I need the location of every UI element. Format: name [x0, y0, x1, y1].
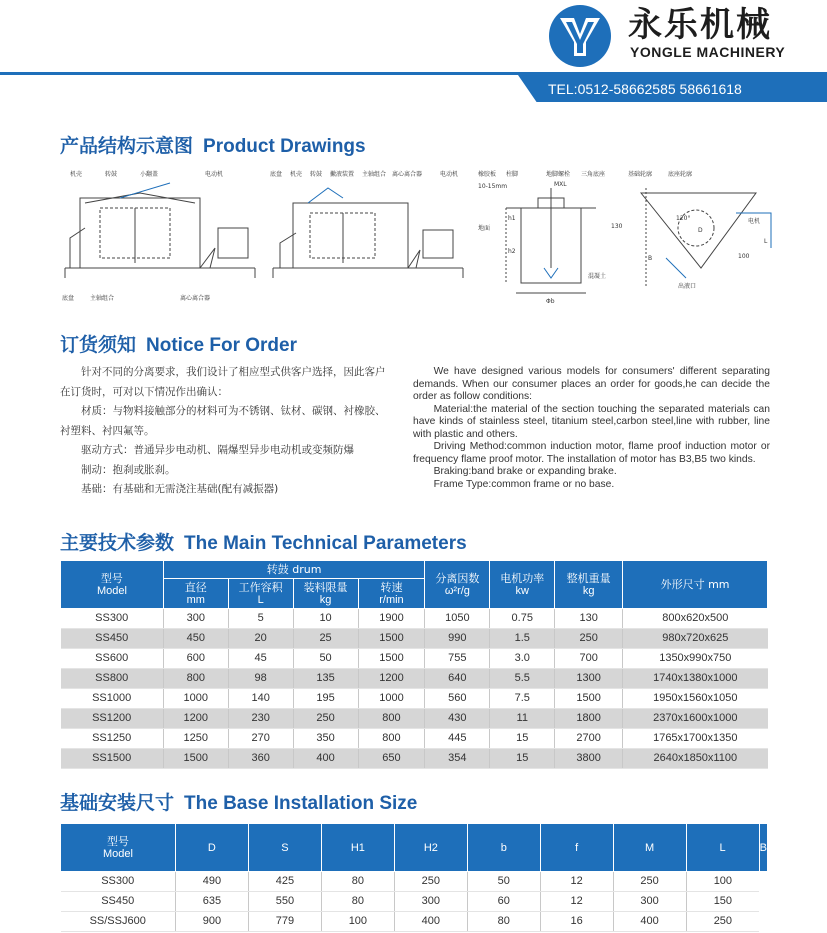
params-header-diam-en: mm	[186, 593, 205, 606]
base-cell: 400	[613, 912, 686, 932]
base-header-col: B	[759, 824, 767, 872]
params-header-size	[623, 561, 768, 609]
base-header-col: M	[613, 824, 686, 872]
base-cell: 490	[175, 872, 248, 892]
params-header-speed	[358, 579, 425, 609]
params-title-en: The Main Technical Parameters	[184, 533, 467, 554]
notice-text-cn	[60, 363, 395, 500]
base-table-row	[61, 912, 768, 932]
params-cell: 1740x1380x1000	[623, 669, 768, 689]
params-cell: 1765x1700x1350	[623, 729, 768, 749]
d3-label-11: Φb	[546, 298, 555, 305]
d3-label-8: h2	[508, 248, 516, 255]
base-cell: 80	[467, 912, 540, 932]
base-cell: 250	[613, 872, 686, 892]
d3-label-6: 地面	[478, 225, 491, 232]
params-table-row	[61, 609, 768, 629]
params-table-row	[61, 709, 768, 729]
params-cell: 1900	[358, 609, 425, 629]
params-cell: SS1000	[61, 689, 164, 709]
d4-label-0: 基础轮廓	[628, 171, 653, 178]
params-header-power-en: kw	[515, 584, 529, 597]
base-cell: 550	[248, 892, 321, 912]
d1-label-4: 底盘	[62, 295, 75, 302]
params-cell: 2640x1850x1100	[623, 749, 768, 769]
d3-label-5: MXL	[554, 181, 567, 188]
d4-label-2: 电机	[748, 218, 761, 225]
params-cell: 5.5	[490, 669, 555, 689]
params-cell: 1300	[555, 669, 623, 689]
params-table-row	[61, 649, 768, 669]
d4-label-1: 底座轮廓	[668, 171, 693, 178]
base-header-col: H2	[394, 824, 467, 872]
params-section-title	[60, 531, 467, 556]
d3-label-4: 10-15mm	[478, 183, 508, 190]
params-cell: 800x620x500	[623, 609, 768, 629]
params-cell: 1950x1560x1050	[623, 689, 768, 709]
d3-label-1: 柱脚	[506, 171, 519, 178]
params-header-vol-cn: 工作容积	[238, 580, 283, 594]
params-cell: 430	[425, 709, 490, 729]
params-cell: 1500	[163, 749, 228, 769]
params-header-weight-cn: 整机重量	[566, 571, 611, 585]
base-cell: 50	[467, 872, 540, 892]
params-cell: 135	[293, 669, 358, 689]
params-cell: 640	[425, 669, 490, 689]
d1-label-3: 电动机	[205, 171, 224, 178]
base-cell: 80	[321, 892, 394, 912]
params-header-vol-en: L	[257, 593, 264, 606]
params-header-sep-en: ω²r/g	[444, 584, 470, 597]
params-cell: 250	[293, 709, 358, 729]
d3-label-7: h1	[508, 215, 516, 222]
notice-cn-paragraph: 制动：抱刹或胀刹。	[81, 463, 176, 476]
base-cell: 250	[394, 872, 467, 892]
notice-title-en: Notice For Order	[146, 335, 297, 356]
params-cell: 1500	[358, 649, 425, 669]
params-header-model	[61, 561, 164, 609]
params-cell: SS1250	[61, 729, 164, 749]
params-cell: 270	[228, 729, 293, 749]
params-cell: 354	[425, 749, 490, 769]
d4-label-3: 出液口	[678, 283, 697, 290]
header-divider	[0, 72, 827, 75]
base-section-title	[60, 791, 417, 816]
base-cell: SS450	[61, 892, 176, 912]
params-header-vol	[228, 579, 293, 609]
base-cell: 80	[321, 872, 394, 892]
notice-section-title	[60, 333, 297, 358]
params-cell: 11	[490, 709, 555, 729]
params-header-model-cn: 型号	[100, 571, 123, 585]
notice-cn-paragraph: 材质：与物料接触部分的材料可为不锈钢、钛材、碳钢、衬橡胶、衬塑料、衬四氟等。	[60, 405, 386, 437]
notice-en-paragraph: We have designed various models for consumers' different separating demands. When our consumer places an order for goods,he can decide the order as follow conditions:	[413, 366, 770, 402]
params-cell: 15	[490, 749, 555, 769]
params-cell: 450	[163, 629, 228, 649]
base-cell: 60	[467, 892, 540, 912]
params-cell: 700	[555, 649, 623, 669]
d3-label-9: 130	[611, 223, 623, 230]
params-header-weight-en: kg	[582, 584, 595, 597]
params-cell: 1000	[358, 689, 425, 709]
d2-label-5: 离心离合器	[392, 171, 423, 178]
params-cell: 1500	[358, 629, 425, 649]
base-cell: 900	[175, 912, 248, 932]
params-cell: 7.5	[490, 689, 555, 709]
params-table-row	[61, 629, 768, 649]
params-title-cn: 主要技术参数	[60, 532, 175, 554]
drawing-foundation-plan	[626, 168, 776, 308]
base-header-model	[61, 824, 176, 872]
params-cell: 990	[425, 629, 490, 649]
params-header-load-en: kg	[319, 593, 332, 606]
notice-en-paragraph: Driving Method:common induction motor, flame proof induction motor or frequency flame proof motor. The installation of motor has B3,B5 two kinds.	[413, 441, 770, 465]
base-header-model-en: Model	[102, 847, 133, 860]
params-cell: SS450	[61, 629, 164, 649]
params-header-diam-cn: 直径	[184, 580, 207, 594]
base-cell: 12	[540, 892, 613, 912]
params-header-power	[490, 561, 555, 609]
params-cell: 50	[293, 649, 358, 669]
params-cell: SS1500	[61, 749, 164, 769]
base-cell: SS300	[61, 872, 176, 892]
params-cell: 600	[163, 649, 228, 669]
params-header-load-cn: 装料限量	[303, 580, 348, 594]
d2-label-0: 底盘	[270, 171, 283, 178]
base-table-header	[61, 824, 768, 872]
params-header-load	[293, 579, 358, 609]
base-cell: 100	[321, 912, 394, 932]
params-cell: 800	[163, 669, 228, 689]
params-table-row	[61, 729, 768, 749]
base-cell: 12	[540, 872, 613, 892]
params-cell: 980x720x625	[623, 629, 768, 649]
base-cell: 425	[248, 872, 321, 892]
d1-label-1: 转鼓	[105, 171, 118, 178]
d1-label-0: 机壳	[70, 171, 83, 178]
d3-label-0: 橡胶板	[478, 171, 497, 178]
params-header-speed-cn: 转速	[380, 580, 403, 594]
params-cell: 1200	[163, 709, 228, 729]
params-cell: 3.0	[490, 649, 555, 669]
base-header-col: D	[175, 824, 248, 872]
params-cell: 445	[425, 729, 490, 749]
params-cell: 755	[425, 649, 490, 669]
d2-label-2: 转鼓	[310, 171, 323, 178]
params-cell: 800	[358, 729, 425, 749]
params-cell: 98	[228, 669, 293, 689]
params-cell: 560	[425, 689, 490, 709]
params-header-diam	[163, 579, 228, 609]
params-cell: 2700	[555, 729, 623, 749]
d4-label-8: 100	[738, 253, 750, 260]
params-cell: 20	[228, 629, 293, 649]
params-cell: 15	[490, 729, 555, 749]
params-cell: 1800	[555, 709, 623, 729]
params-cell: 5	[228, 609, 293, 629]
d1-label-6: 离心离合器	[180, 295, 211, 302]
params-cell: 0.75	[490, 609, 555, 629]
params-header-sep-cn: 分离因数	[435, 571, 480, 585]
params-header-weight	[555, 561, 623, 609]
d4-label-4: 120°	[676, 215, 691, 222]
notice-cn-paragraph: 驱动方式：普通异步电动机、隔爆型异步电动机或变频防爆	[81, 444, 354, 456]
params-header-sep	[425, 561, 490, 609]
base-cell: 100	[686, 872, 759, 892]
params-cell: 400	[293, 749, 358, 769]
params-cell: 195	[293, 689, 358, 709]
base-cell: 300	[613, 892, 686, 912]
base-table-row	[61, 872, 768, 892]
base-table-body	[61, 872, 768, 932]
company-logo	[548, 4, 612, 68]
params-cell: 1250	[163, 729, 228, 749]
drawings-title-en: Product Drawings	[203, 136, 366, 157]
params-header-drum	[163, 561, 425, 579]
params-cell: 1000	[163, 689, 228, 709]
d2-label-4: 主轴组合	[362, 171, 387, 178]
notice-en-paragraph: Braking:band brake or expanding brake.	[433, 466, 617, 477]
params-cell: 25	[293, 629, 358, 649]
tel-number: TEL:0512-58662585 58661618	[548, 81, 742, 97]
d4-label-5: D	[698, 227, 703, 234]
d3-label-3: 三角底座	[581, 171, 606, 178]
notice-cn-paragraph: 基础：有基础和无需浇注基础(配有减振器)	[81, 483, 279, 495]
params-table-row	[61, 669, 768, 689]
base-cell: 779	[248, 912, 321, 932]
params-cell: 3800	[555, 749, 623, 769]
params-header-speed-en: r/min	[379, 593, 404, 606]
base-cell: 300	[394, 892, 467, 912]
d4-label-6: B	[648, 255, 653, 262]
params-cell: 45	[228, 649, 293, 669]
params-cell: SS1200	[61, 709, 164, 729]
base-cell: 16	[540, 912, 613, 932]
base-table	[60, 823, 768, 932]
notice-cn-paragraph: 针对不同的分离要求，我们设计了相应型式供客户选择，因此客户在订货时，可对以下情况作出确认：	[60, 366, 386, 398]
drawings-title-cn: 产品结构示意图	[60, 135, 194, 157]
params-cell: 2370x1600x1000	[623, 709, 768, 729]
d2-label-6: 电动机	[440, 171, 459, 178]
params-cell: 250	[555, 629, 623, 649]
params-header-drum-text: 转鼓 drum	[266, 562, 322, 576]
params-cell: 1500	[555, 689, 623, 709]
drawing-foundation-section	[476, 168, 626, 308]
notice-en-paragraph: Material:the material of the section touching the separated materials can have kinds of stainless steel, titanium steel,carbon steel,line with rubber, line with plastic and others.	[413, 403, 770, 440]
d1-label-2: 小翻盖	[140, 171, 159, 178]
params-cell: 140	[228, 689, 293, 709]
brand-name-cn: 永乐机械	[628, 5, 772, 45]
params-cell: 1200	[358, 669, 425, 689]
base-cell: 250	[686, 912, 759, 932]
d2-label-1: 机壳	[290, 171, 303, 178]
d1-label-5: 主轴组合	[90, 295, 115, 302]
base-header-model-cn: 型号	[106, 834, 129, 848]
params-table	[60, 560, 768, 769]
d4-label-7: L	[764, 238, 768, 245]
params-cell: 1.5	[490, 629, 555, 649]
params-header-size-text: 外形尺寸 mm	[660, 577, 730, 591]
base-header-col: b	[467, 824, 540, 872]
base-title-en: The Base Installation Size	[184, 793, 418, 814]
params-cell: SS300	[61, 609, 164, 629]
base-cell: 635	[175, 892, 248, 912]
base-header-col: H1	[321, 824, 394, 872]
params-cell: 800	[358, 709, 425, 729]
brand-name-en: YONGLE MACHINERY	[630, 44, 786, 60]
params-table-row	[61, 749, 768, 769]
params-cell: 10	[293, 609, 358, 629]
params-cell: 350	[293, 729, 358, 749]
notice-en-paragraph: Frame Type:common frame or no base.	[433, 478, 615, 490]
base-cell: 150	[686, 892, 759, 912]
d2-label-3: 撇液装置	[330, 171, 355, 178]
base-cell: SS/SSJ600	[61, 912, 176, 932]
params-cell: SS800	[61, 669, 164, 689]
base-cell: 400	[394, 912, 467, 932]
d3-label-10: 混凝土	[588, 273, 607, 280]
base-header-col: S	[248, 824, 321, 872]
params-cell: 1350x990x750	[623, 649, 768, 669]
drawing-centrifuge-1	[60, 168, 260, 308]
base-table-row	[61, 892, 768, 912]
params-cell: 1050	[425, 609, 490, 629]
drawing-centrifuge-2	[268, 168, 468, 308]
params-cell: 650	[358, 749, 425, 769]
params-cell: 360	[228, 749, 293, 769]
params-header-model-en: Model	[96, 584, 127, 597]
notice-text-en	[413, 366, 770, 491]
base-header-col: f	[540, 824, 613, 872]
d3-label-2: 地脚螺栓	[546, 171, 571, 178]
notice-title-cn: 订货须知	[60, 334, 137, 356]
params-table-body	[61, 609, 768, 769]
params-cell: 130	[555, 609, 623, 629]
params-cell: 300	[163, 609, 228, 629]
params-cell: SS600	[61, 649, 164, 669]
params-header-power-cn: 电机功率	[500, 571, 545, 585]
params-table-row	[61, 689, 768, 709]
base-header-col: L	[686, 824, 759, 872]
params-cell: 230	[228, 709, 293, 729]
base-title-cn: 基础安装尺寸	[60, 792, 175, 814]
drawings-section-title	[60, 134, 366, 159]
